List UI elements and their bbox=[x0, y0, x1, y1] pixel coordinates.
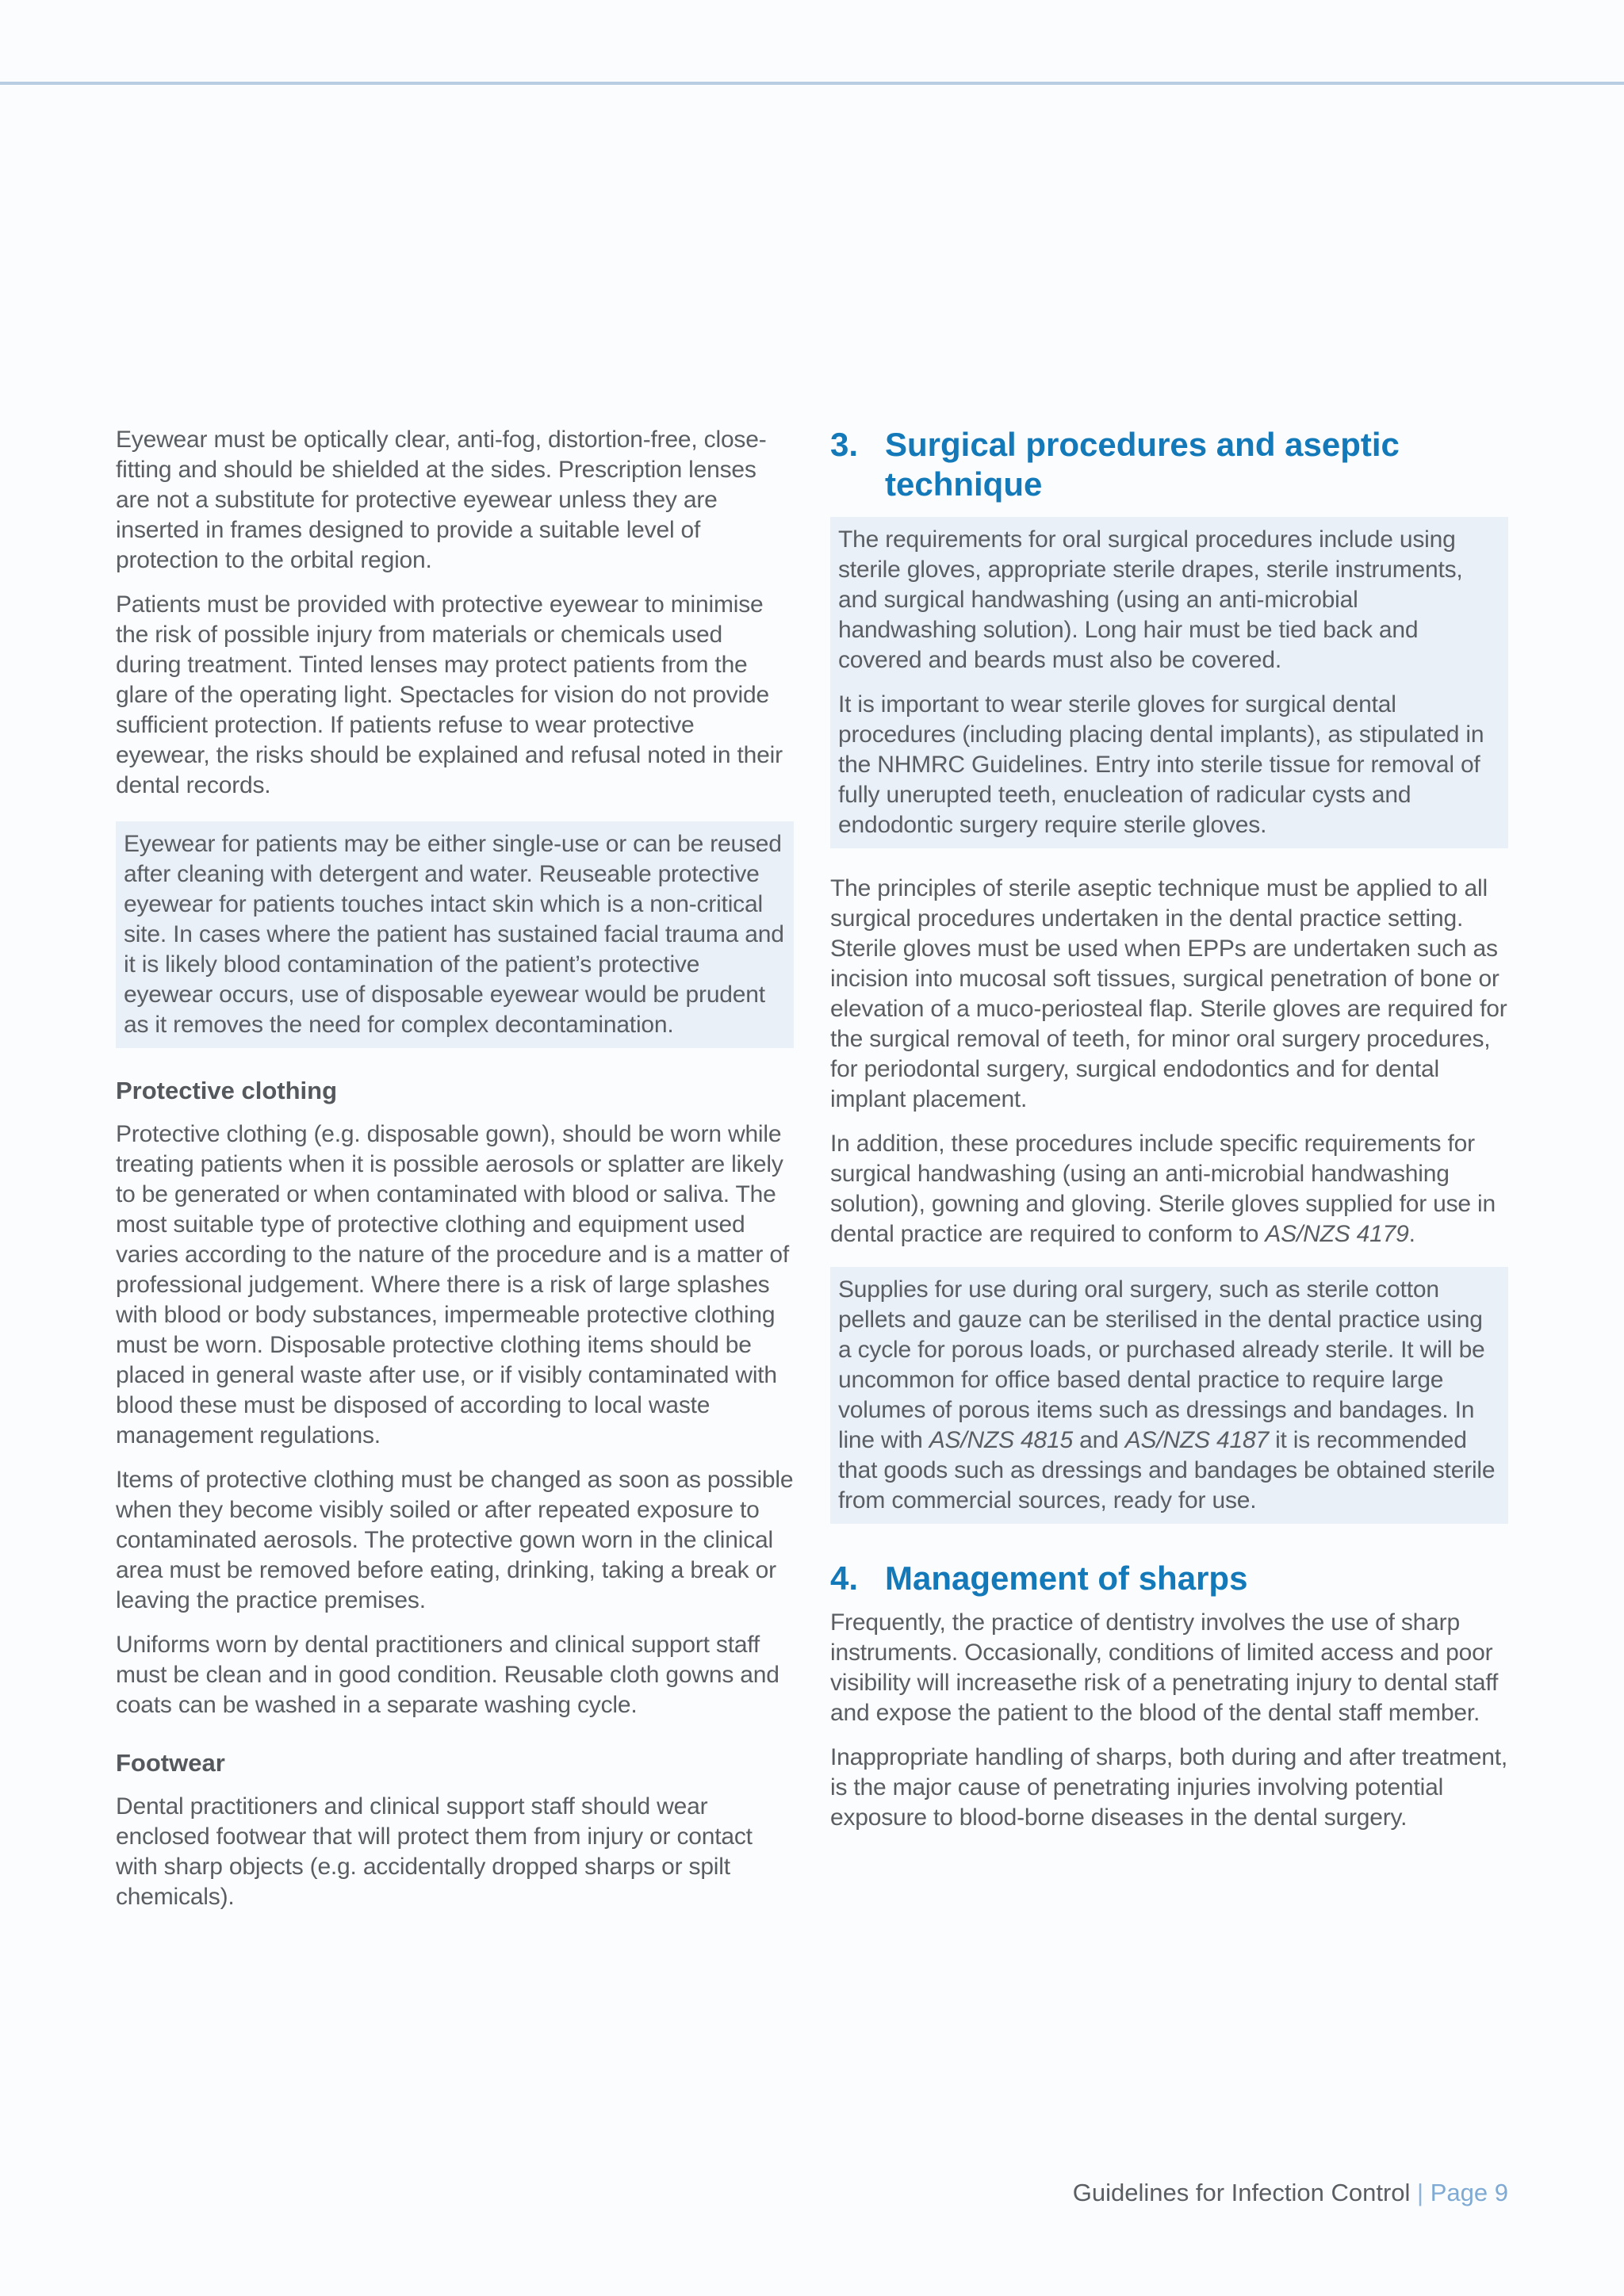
section-3-heading bbox=[830, 425, 1508, 504]
surgical-callout-paragraph-2: It is important to wear sterile gloves for surgical dental procedures (including placing dental implants), as stipulated in the NHMRC Guidelines. Entry into sterile tissue for removal of fully unerupted teeth, enucleation of radicular cysts and endodontic surgery require sterile gloves. bbox=[838, 691, 1484, 838]
supplies-callout-text bbox=[838, 1275, 1500, 1516]
handwashing-text: In addition, these procedures include specific requirements for surgical handwashing (using an anti-microbial handwashing solution), gowning and gloving. Sterile gloves supplied for use in dental practice are required to conform to bbox=[830, 1131, 1496, 1247]
footer-title: Guidelines for Infection Control bbox=[1072, 2179, 1411, 2206]
clothing-paragraph-1: Protective clothing (e.g. disposable gown), should be worn while treating patients when it is possible aerosols or splatter are likely to be generated or when contaminated with blood or saliva. The most suitable type of protective clothing and equipment used varies according to the nature of the procedure and is a matter of professional judgement. Where there is a risk of large splashes with blood or body substances, impermeable protective clothing must be worn. Disposable protective clothing items should be placed in general waste after use, or if visibly contaminated with blood these must be disposed of according to local waste management regulations. bbox=[116, 1121, 789, 1448]
surgical-callout-box bbox=[830, 517, 1508, 848]
section-4-number: 4. bbox=[830, 1559, 859, 1597]
standard-reference: AS/NZS 4179 bbox=[1265, 1221, 1409, 1247]
eyewear-callout-text: Eyewear for patients may be either single-use or can be reused after cleaning with detergent and water. Reuseable protective eyewear for patients touches intact skin which is a non-critical site. In cases where the patient has sustained facial trauma and it is likely blood contamination of the patient’s protective eyewear occurs, use of disposable eyewear would be prudent as it removes the need for complex decontamination. bbox=[124, 831, 784, 1038]
sharps-paragraph-2: Inappropriate handling of sharps, both during and after treatment, is the major cause of penetrating injuries involving potential exposure to blood-borne diseases in the dental surgery. bbox=[830, 1744, 1508, 1831]
eyewear-paragraph: Eyewear must be optically clear, anti-fog, distortion-free, close-fitting and should be shielded at the sides. Prescription lenses are not a substitute for protective eyewear unless they are inserted in frames designed to provide a suitable level of protection to the orbital region. bbox=[116, 427, 767, 573]
clothing-paragraph-3: Uniforms worn by dental practitioners and clinical support staff must be clean and in good condition. Reusable cloth gowns and coats can be washed in a separate washing cycle. bbox=[116, 1632, 779, 1718]
section-4-heading bbox=[830, 1559, 1508, 1598]
supplies-and: and bbox=[1072, 1427, 1125, 1453]
section-3-number: 3. bbox=[830, 426, 859, 463]
supplies-text-1: Supplies for use during oral surgery, such as sterile cotton pellets and gauze can be sterilised in the dental practice using a cycle for porous loads, or purchased already sterile. It will be uncommon for office based dental practice to require large volumes of porous items such as dressings and bandages. In line with bbox=[838, 1276, 1485, 1453]
section-3-title: Surgical procedures and aseptic technique bbox=[885, 426, 1400, 503]
handwashing-paragraph bbox=[830, 1129, 1508, 1249]
surgical-callout-paragraph-1: The requirements for oral surgical procedures include using sterile gloves, appropriate sterile drapes, sterile instruments, and surgical handwashing (using an anti-microbial handwashing solution). Long hair must be tied back and covered and beards must also be covered. bbox=[838, 526, 1463, 673]
eyewear-callout-box bbox=[116, 821, 794, 1048]
standard-reference: AS/NZS 4187 bbox=[1124, 1427, 1269, 1453]
handwashing-end: . bbox=[1408, 1221, 1415, 1247]
footer-separator: | bbox=[1417, 2179, 1424, 2206]
right-column bbox=[830, 425, 1508, 1847]
left-column bbox=[116, 425, 794, 1927]
footwear-heading: Footwear bbox=[116, 1749, 225, 1777]
standard-reference: AS/NZS 4815 bbox=[929, 1427, 1073, 1453]
page-footer bbox=[1073, 2177, 1508, 2209]
section-4-title: Management of sharps bbox=[885, 1559, 1248, 1597]
page-number: Page 9 bbox=[1430, 2179, 1508, 2206]
footwear-paragraph: Dental practitioners and clinical support staff should wear enclosed footwear that will protect them from injury or contact with sharp objects (e.g. accidentally dropped sharps or spilt chemicals). bbox=[116, 1793, 753, 1910]
sharps-paragraph-1: Frequently, the practice of dentistry involves the use of sharp instruments. Occasionally, conditions of limited access and poor visibility will increasethe risk of a penetrating injury to dental staff and expose the patient to the blood of the dental staff member. bbox=[830, 1609, 1499, 1726]
header-rule bbox=[0, 82, 1624, 85]
supplies-callout-box bbox=[830, 1267, 1508, 1524]
supplies-text-2: it is recommended that goods such as dressings and bandages be obtained sterile from commercial sources, ready for use. bbox=[838, 1427, 1496, 1513]
protective-clothing-heading: Protective clothing bbox=[116, 1077, 338, 1104]
clothing-paragraph-2: Items of protective clothing must be changed as soon as possible when they become visibly soiled or after repeated exposure to contaminated aerosols. The protective gown worn in the clinical area must be removed before eating, drinking, taking a break or leaving the practice premises. bbox=[116, 1467, 794, 1613]
patient-eyewear-paragraph: Patients must be provided with protective eyewear to minimise the risk of possible injury from materials or chemicals used during treatment. Tinted lenses may protect patients from the glare of the operating light. Spectacles for vision do not provide sufficient protection. If patients refuse to wear protective eyewear, the risks should be explained and refusal noted in their dental records. bbox=[116, 591, 783, 798]
aseptic-paragraph: The principles of sterile aseptic technique must be applied to all surgical procedures undertaken in the dental practice setting. Sterile gloves must be used when EPPs are undertaken such as incision into mucosal soft tissues, surgical penetration of bone or elevation of a muco-periosteal flap. Sterile gloves are required for the surgical removal of teeth, for minor oral surgery procedures, for periodontal surgery, surgical endodontics and for dental implant placement. bbox=[830, 875, 1507, 1112]
